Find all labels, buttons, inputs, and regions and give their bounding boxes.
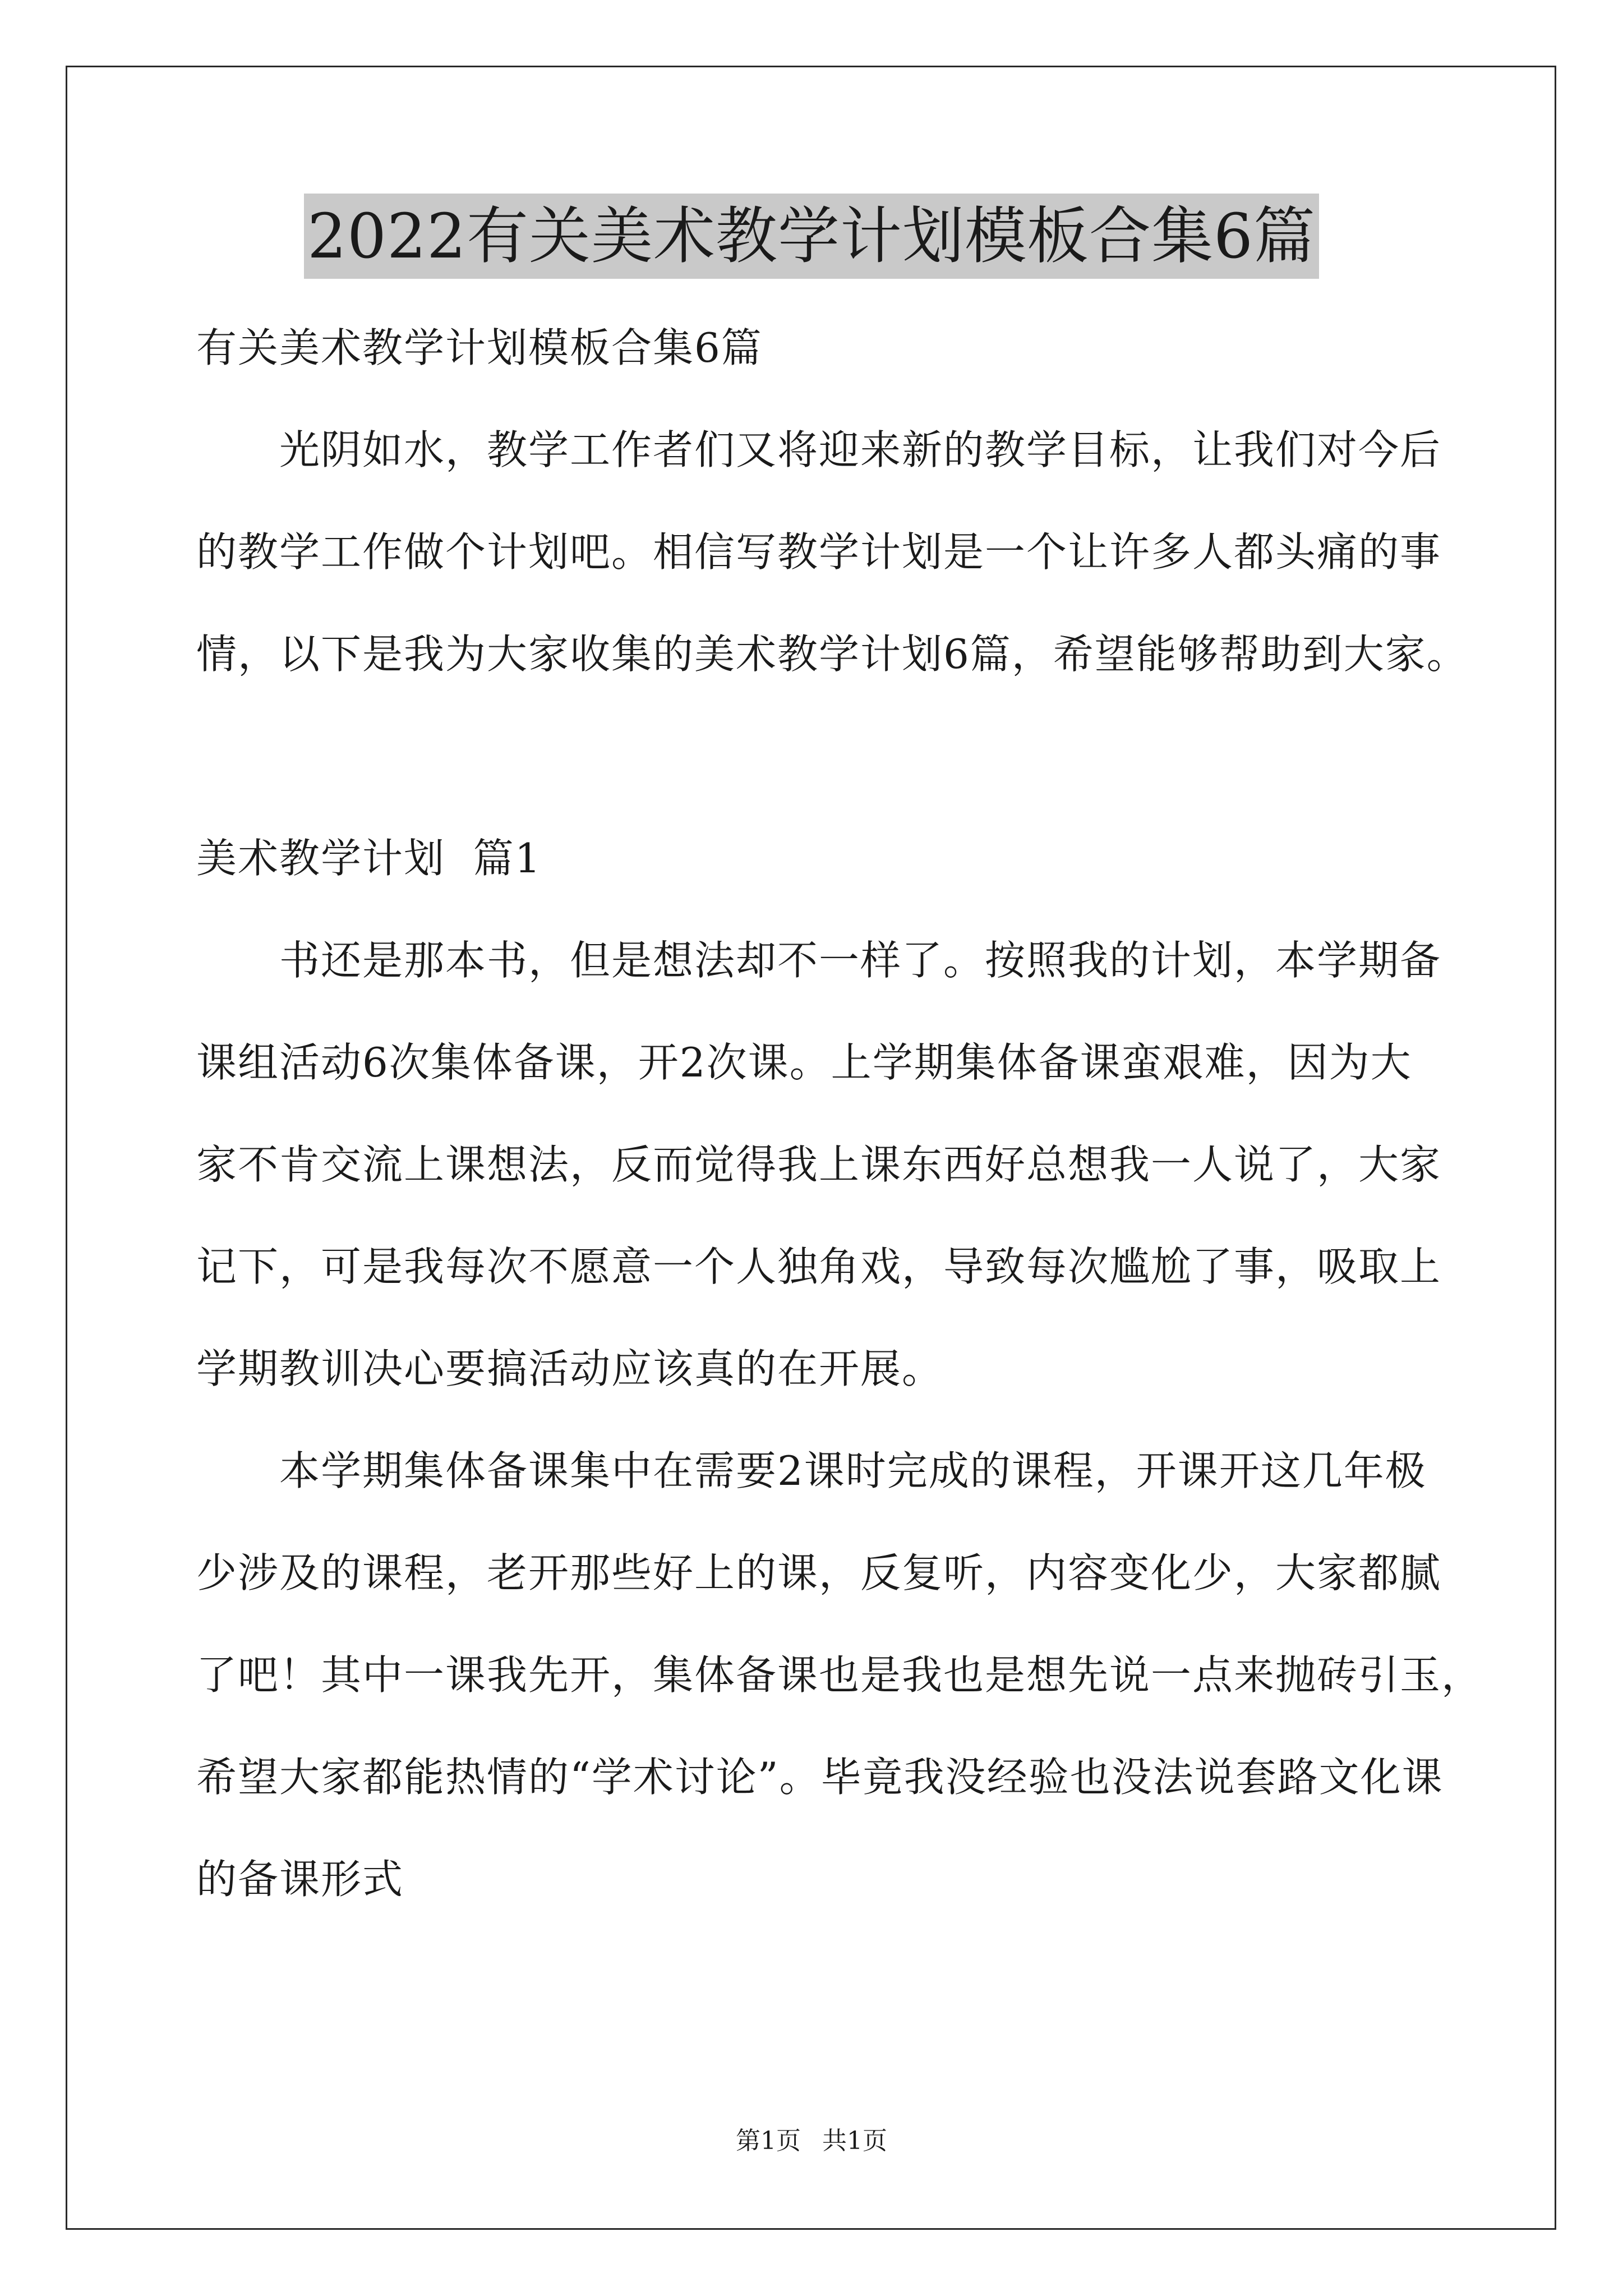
page-footer [0,2120,1623,2156]
page-number: 第1页 [736,2127,801,2155]
paragraph2-line: 少涉及的课程，老开那些好上的课，反复听，内容变化少，大家都腻 [196,1549,1442,1596]
document-subtitle: 有关美术教学计划模板合集6篇 [196,324,763,371]
paragraph1-line: 书还是那本书，但是想法却不一样了。按照我的计划，本学期备 [279,937,1442,984]
intro-line: 的教学工作做个计划吧。相信写教学计划是一个让许多人都头痛的事 [196,528,1442,576]
section-heading: 美术教学计划 篇1 [196,835,542,882]
paragraph1-line: 记下，可是我每次不愿意一个人独角戏，导致每次尴尬了事，吸取上 [196,1243,1442,1290]
paragraph1-line: 学期教训决心要搞活动应该真的在开展。 [196,1345,944,1392]
document-body [196,311,1483,1945]
page-total: 共1页 [822,2127,887,2155]
paragraph1-line: 家不肯交流上课想法，反而觉得我上课东西好总想我一人说了，大家 [196,1141,1442,1188]
paragraph1-line: 课组活动6次集体备课，开2次课。上学期集体备课蛮艰难，因为大 [196,1039,1412,1086]
title-container [0,194,1623,279]
paragraph2-line: 的备课形式 [196,1856,404,1903]
intro-line: 情，以下是我为大家收集的美术教学计划6篇，希望能够帮助到大家。 [196,631,1468,678]
spacer [196,720,1436,822]
intro-line: 光阴如水，教学工作者们又将迎来新的教学目标，让我们对今后 [279,426,1442,473]
paragraph2-line: 本学期集体备课集中在需要2课时完成的课程，开课开这几年极 [279,1447,1427,1494]
paragraph2-line: 希望大家都能热情的“学术讨论”。毕竟我没经验也没法说套路文化课 [196,1754,1444,1801]
document-title: 2022有关美术教学计划模板合集6篇 [304,194,1319,279]
paragraph2-line: 了吧！其中一课我先开，集体备课也是我也是想先说一点来抛砖引玉， [196,1651,1483,1699]
